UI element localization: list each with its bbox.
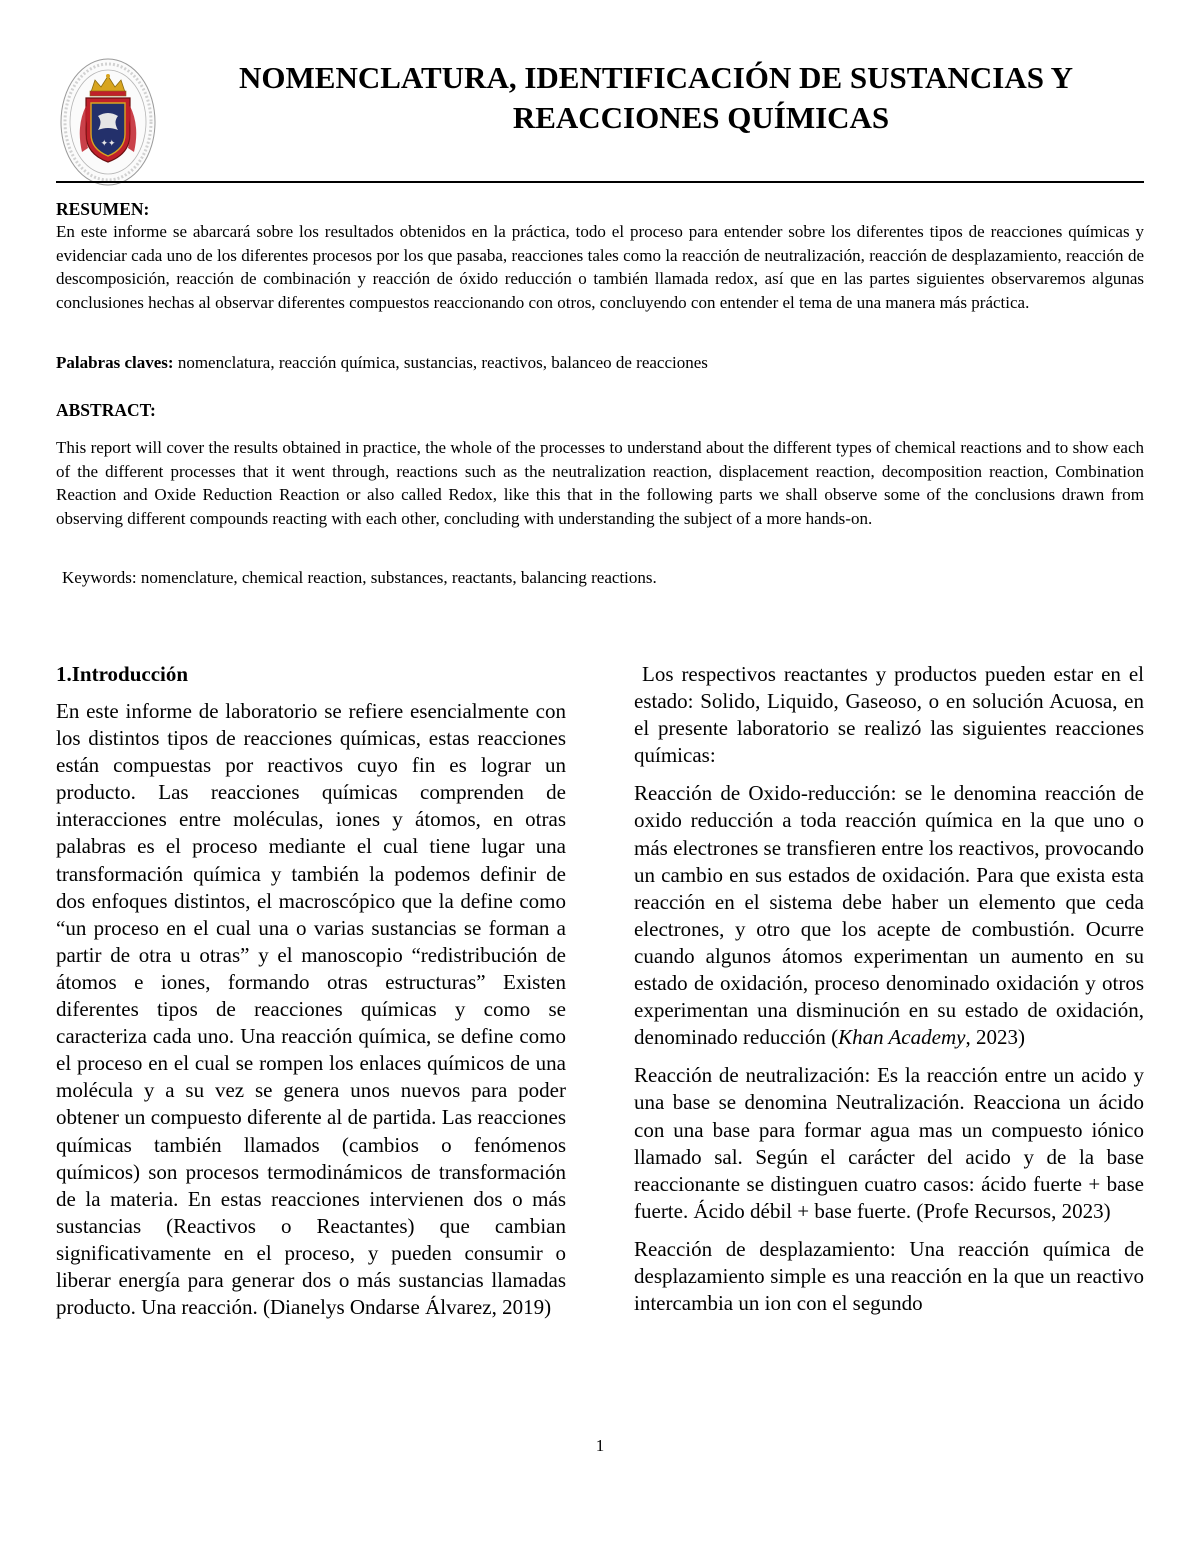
abstract-label: ABSTRACT: xyxy=(56,400,156,420)
neutralization-paragraph: Reacción de neutralización: Es la reacción entre un acido y una base se denomina Neutralización. Reacciona un ácido con una base para formar agua mas un compuesto iónico llamado sal. Según el carácter del acido y de la base reaccionante se distinguen cuatro casos: ácido fuerte + base fuerte. Ácido débil + base fuerte. (Profe Recursos, 2023) xyxy=(634,1063,1144,1223)
redox-citation-source: Khan Academy xyxy=(838,1025,966,1050)
abstract-text: This report will cover the results obtained in practice, the whole of the processes to understand about the different types of chemical reactions and to show each of the different processes that it went through, reactions such as the neutralization reaction, displacement reaction, decomposition reaction, Combination Reaction and Oxide Reduction Reaction or also called Redox, like this that in the following parts we shall observe some of the conclusions drawn from observing different compounds reacting with each other, concluding with understanding the subject of a more hands-on. xyxy=(56,438,1144,528)
displacement-paragraph: Reacción de desplazamiento: Una reacción química de desplazamiento simple es una reacción en la que un reactivo intercambia un ion con el segundo xyxy=(634,1236,1144,1316)
page-number: 1 xyxy=(595,1436,605,1455)
intro-paragraph: En este informe de laboratorio se refiere esencialmente con los distintos tipos de reacciones químicas, estas reacciones están compuestas por reactivos cuyo fin es lograr un producto. Las reacciones químicas comprenden de interacciones entre moléculas, iones y átomos, en otras palabras es el proceso mediante el cual tiene lugar una transformación química y también la podemos definir de dos enfoques distintos, el macroscópico que la define como “un proceso en el cual una o varias sustancias se forman a partir de otra u otras” y el manoscopio “redistribución de átomos e iones, formando otras estructuras” Existen diferentes tipos de reacciones químicas y como se caracteriza cada uno. Una reacción química, se define como el proceso en el cual se rompen los enlaces químicos de una molécula y a su vez se genera unos nuevos para poder obtener un compuesto diferente al de partida. Las reacciones químicas también llamados (cambios o fenómenos químicos) son procesos termodinámicos de transformación de la materia. En estas reacciones intervienen dos o más sustancias (Reactivos o Reactantes) que cambian significativamente en el proceso, y pueden consumir o liberar energía para generar dos o más sustancias llamadas producto. Una reacción. (Dianelys Ondarse Álvarez, 2019) xyxy=(56,699,566,1320)
university-seal-icon xyxy=(58,56,158,188)
left-column xyxy=(56,661,566,1321)
redox-text: Reacción de Oxido-reducción: se le denomina reacción de oxido reducción a toda reacción química en la que uno o más electrones se transfieren entre los reactivos, provocando un cambio en sus estados de oxidación. Para que exista esta reacción en el sistema debe haber un elemento que ceda electrones, y otro que los acepte de combustión. Ocurre cuando algunos átomos experimentan un aumento en su estado de oxidación, proceso denominado oxidación y otros experimentan una disminución en su estado de oxidación, denominado reducción ( xyxy=(634,781,1144,1050)
resumen-label: RESUMEN: xyxy=(56,199,150,219)
paper-title xyxy=(170,58,1142,138)
redox-citation-year: , 2023) xyxy=(965,1025,1025,1050)
title-line-1: NOMENCLATURA, IDENTIFICACIÓN DE SUSTANCIAS Y xyxy=(239,60,1073,95)
redox-paragraph xyxy=(634,780,1144,1051)
header-divider xyxy=(56,181,1144,183)
keywords-es-list: nomenclatura, reacción química, sustancias, reactivos, balanceo de reacciones xyxy=(173,353,708,372)
keywords-es-label: Palabras claves: xyxy=(56,353,174,372)
title-line-2: REACCIONES QUÍMICAS xyxy=(512,100,890,135)
svg-text:✦✦: ✦✦ xyxy=(100,138,116,148)
intro-heading: 1.Introducción xyxy=(56,662,189,686)
right-column xyxy=(634,661,1144,1328)
resumen-text: En este informe se abarcará sobre los resultados obtenidos en la práctica, todo el proceso para entender sobre los diferentes tipos de reacciones químicas y evidenciar cada uno de los diferentes procesos por los que pasaba, reacciones tales como la reacción de neutralización, reacción de desplazamiento, reacción de descomposición, reacción de combinación y reacción de óxido reducción o también llamada redox, así que en las partes siguientes observaremos algunas conclusiones hechas al observar diferentes compuestos reaccionando con otros, concluyendo con entender el tema de una manera más práctica. xyxy=(56,222,1144,312)
keywords-en: Keywords: nomenclature, chemical reaction, substances, reactants, balancing reactions. xyxy=(62,568,657,587)
states-paragraph: Los respectivos reactantes y productos pueden estar en el estado: Solido, Liquido, Gaseoso, o en solución Acuosa, en el presente laboratorio se realizó las siguientes reacciones químicas: xyxy=(634,662,1144,768)
keywords-es xyxy=(56,352,1144,374)
